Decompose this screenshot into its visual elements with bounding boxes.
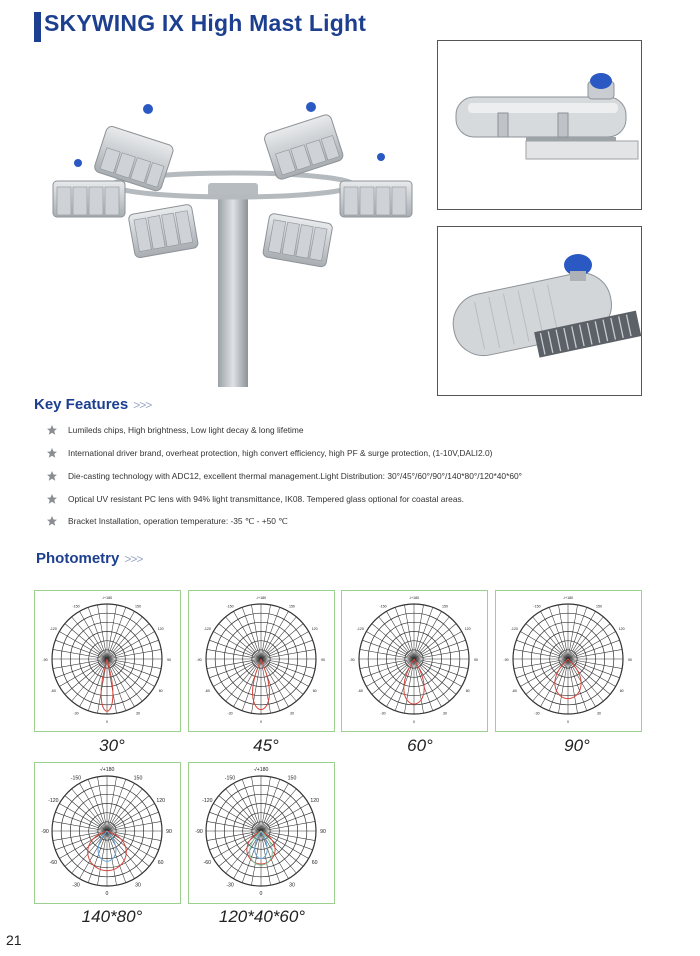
feature-item	[46, 447, 492, 459]
polar-angle-label: -90	[503, 658, 509, 662]
star-icon	[46, 447, 58, 459]
photometry-heading	[36, 550, 142, 567]
polar-angle-label: 0	[259, 891, 263, 897]
polar-angle-label: -150	[379, 604, 387, 609]
polar-angle-label: 90	[321, 658, 325, 662]
polar-angle-label: -120	[49, 627, 57, 631]
feature-item	[46, 424, 304, 436]
polar-angle-label: 120	[310, 798, 320, 804]
polar-chart-140x80	[35, 763, 180, 903]
chart-caption: 45°	[253, 736, 279, 755]
polar-chart-45	[189, 591, 334, 731]
title-accent-bar	[34, 12, 41, 42]
polar-angle-label: -30	[534, 711, 540, 716]
polar-angle-label: -60	[203, 860, 212, 866]
polar-angle-label: -60	[204, 689, 210, 693]
polar-angle-label: 90	[167, 658, 171, 662]
polar-angle-label: 120	[464, 627, 471, 631]
polar-chart-30	[35, 591, 180, 731]
polar-angle-label: -150	[533, 604, 541, 609]
polar-angle-label: -120	[203, 627, 211, 631]
star-icon	[46, 493, 58, 505]
star-icon	[46, 470, 58, 482]
polar-angle-label: 0	[105, 891, 109, 897]
polar-angle-label: 0	[567, 720, 569, 724]
chart-caption: 60°	[407, 736, 433, 755]
polar-chart-card-3	[495, 590, 642, 732]
polar-angle-label: -30	[227, 711, 233, 716]
chart-caption: 140*80°	[81, 907, 143, 926]
polar-angle-label: 90	[320, 829, 326, 835]
feature-item	[46, 470, 522, 482]
feature-text: International driver brand, overheat protection, high convert efficiency, high PF & surge protection, (1-10V,DALI2.0)	[68, 448, 493, 458]
polar-angle-label: 60	[158, 689, 163, 693]
high-mast-light-image	[48, 95, 428, 387]
polar-angle-label: 30	[136, 711, 140, 716]
page-title: SKYWING IX High Mast Light	[44, 10, 367, 36]
polar-angle-label: 90	[628, 658, 632, 662]
polar-angle-label: 30	[290, 711, 294, 716]
polar-angle-label: 60	[465, 689, 470, 693]
polar-angle-label: 60	[312, 689, 317, 693]
polar-angle-label: 120	[618, 627, 625, 631]
star-icon	[46, 424, 58, 436]
polar-angle-label: -60	[511, 689, 517, 693]
polar-angle-label: -60	[357, 689, 363, 693]
polar-angle-label: -90	[196, 658, 202, 662]
polar-angle-label: -60	[50, 689, 56, 693]
photometry-heading-text: Photometry	[36, 550, 120, 567]
polar-angle-label: -30	[73, 711, 79, 716]
feature-item	[46, 493, 464, 505]
polar-angle-label: -120	[202, 798, 213, 804]
polar-angle-label: -30	[380, 711, 386, 716]
polar-angle-label: -120	[356, 627, 364, 631]
polar-angle-label: -90	[195, 829, 203, 835]
chart-caption: 90°	[564, 736, 590, 755]
key-features-heading-text: Key Features	[34, 396, 129, 413]
polar-angle-label: 0	[106, 720, 108, 724]
polar-angle-label: -150	[226, 604, 234, 609]
polar-angle-label: 150	[135, 604, 141, 609]
feature-text: Lumileds chips, High brightness, Low light decay & long lifetime	[68, 425, 304, 435]
polar-angle-label: -/+180	[408, 596, 420, 600]
polar-angle-label: -90	[349, 658, 355, 662]
polar-angle-label: 60	[619, 689, 624, 693]
polar-chart-card-5	[188, 762, 335, 904]
feature-text: Optical UV resistant PC lens with 94% light transmittance, IK08. Tempered glass optional for coastal areas.	[68, 494, 464, 504]
polar-angle-label: -150	[224, 775, 236, 782]
polar-angle-label: 150	[596, 604, 602, 609]
polar-angle-label: 120	[156, 798, 166, 804]
polar-angle-label: -/+180	[101, 596, 113, 600]
polar-angle-label: -30	[72, 882, 80, 889]
polar-angle-label: 30	[135, 882, 141, 889]
polar-angle-label: -120	[510, 627, 518, 631]
polar-chart-card-2	[341, 590, 488, 732]
polar-angle-label: 90	[474, 658, 478, 662]
polar-angle-label: 60	[311, 860, 318, 866]
page-number: 21	[6, 932, 22, 948]
polar-angle-label: 90	[166, 829, 172, 835]
chevrons-icon: >>>	[133, 398, 152, 412]
polar-angle-label: -/+180	[562, 596, 574, 600]
feature-text: Bracket Installation, operation temperature: -35 ℃ - +50 ℃	[68, 516, 288, 526]
polar-angle-label: -/+180	[255, 596, 267, 600]
feature-text: Die-casting technology with ADC12, excellent thermal management.Light Distribution: 30°/45°/60°/90°/140*80°/120*40*60°	[68, 471, 523, 481]
polar-angle-label: -120	[48, 798, 59, 804]
feature-item	[46, 515, 288, 527]
polar-angle-label: -/+180	[253, 767, 269, 773]
polar-angle-label: 120	[311, 627, 318, 631]
polar-angle-label: 150	[287, 775, 297, 782]
polar-angle-label: -/+180	[99, 767, 115, 773]
chart-caption: 120*40*60°	[218, 907, 306, 926]
polar-angle-label: -150	[70, 775, 82, 782]
polar-angle-label: -90	[42, 658, 48, 662]
polar-angle-label: 0	[260, 720, 262, 724]
polar-chart-90	[496, 591, 641, 731]
fixture-side-view-image	[437, 40, 642, 210]
chart-caption: 30°	[99, 736, 125, 755]
star-icon	[46, 515, 58, 527]
chevrons-icon: >>>	[124, 552, 143, 566]
polar-chart-card-1	[188, 590, 335, 732]
polar-angle-label: 30	[289, 882, 295, 889]
polar-angle-label: 150	[133, 775, 143, 782]
polar-angle-label: -90	[41, 829, 49, 835]
polar-angle-label: -60	[49, 860, 58, 866]
polar-angle-label: 60	[157, 860, 164, 866]
polar-chart-60	[342, 591, 487, 731]
polar-angle-label: -30	[226, 882, 234, 889]
polar-angle-label: 150	[442, 604, 448, 609]
fixture-top-view-image	[437, 226, 642, 396]
polar-chart-card-4	[34, 762, 181, 904]
polar-angle-label: 30	[443, 711, 447, 716]
key-features-heading	[34, 396, 151, 413]
polar-chart-120x40x60	[189, 763, 334, 903]
polar-angle-label: 150	[289, 604, 295, 609]
polar-angle-label: 0	[413, 720, 415, 724]
polar-angle-label: 120	[157, 627, 164, 631]
polar-angle-label: 30	[597, 711, 601, 716]
polar-angle-label: -150	[72, 604, 80, 609]
polar-chart-card-0	[34, 590, 181, 732]
